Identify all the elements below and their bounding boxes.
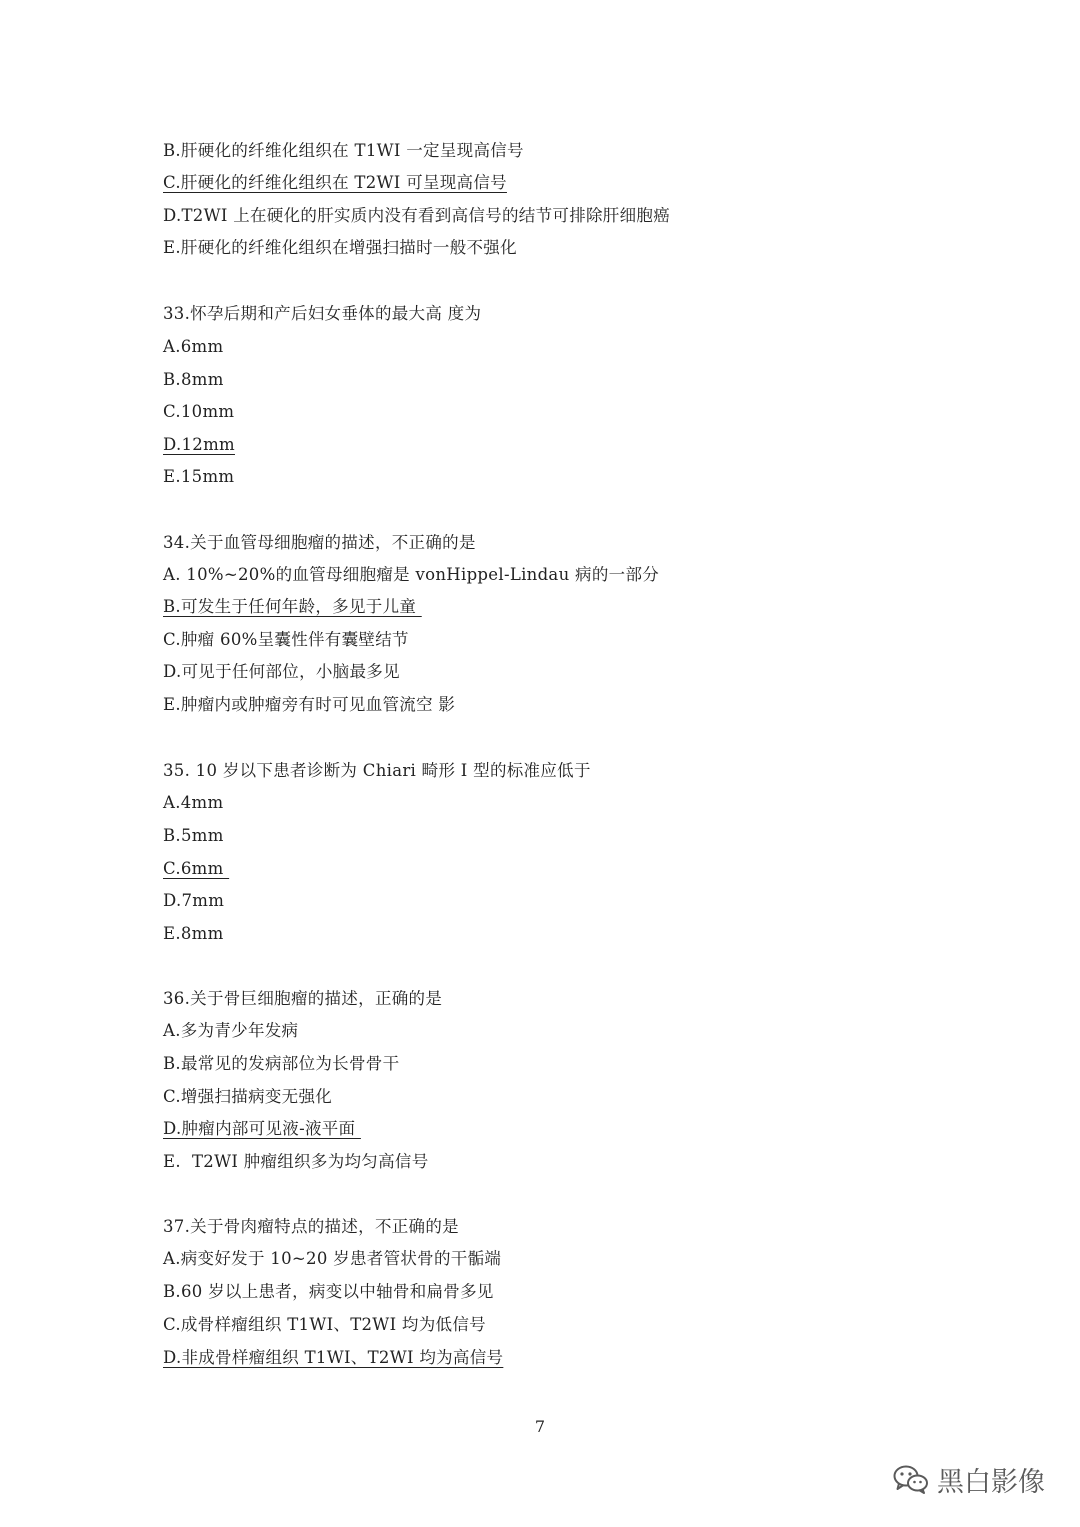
text-line: B.最常见的发病部位为长骨骨干 bbox=[163, 1054, 400, 1073]
text-line: D.可见于任何部位，小脑最多见 bbox=[163, 662, 400, 681]
text-line: E.15mm bbox=[163, 467, 235, 486]
text-line: C.肿瘤 60%呈囊性伴有囊壁结节 bbox=[163, 630, 409, 649]
text-line: D.T2WI 上在硬化的肝实质内没有看到高信号的结节可排除肝细胞癌 bbox=[163, 206, 671, 225]
text-line: C.10mm bbox=[163, 402, 235, 421]
text-line: B.8mm bbox=[163, 370, 224, 389]
text-line: 37.关于骨肉瘤特点的描述，不正确的是 bbox=[163, 1217, 459, 1236]
text-line: E.肝硬化的纤维化组织在增强扫描时一般不强化 bbox=[163, 238, 517, 257]
watermark-text: 黑白影像 bbox=[937, 1466, 1045, 1498]
text-line: A.多为青少年发病 bbox=[163, 1021, 299, 1040]
text-line: B.5mm bbox=[163, 826, 224, 845]
text-line: B.60 岁以上患者，病变以中轴骨和扁骨多见 bbox=[163, 1282, 494, 1301]
answer-line: D.非成骨样瘤组织 T1WI、T2WI 均为高信号 bbox=[163, 1348, 504, 1367]
answer-line: D.肿瘤内部可见液-液平面 bbox=[163, 1119, 361, 1138]
text-line: 35. 10 岁以下患者诊断为 Chiari 畸形 I 型的标准应低于 bbox=[163, 761, 591, 780]
text-line: A.6mm bbox=[163, 337, 224, 356]
text-line: C.增强扫描病变无强化 bbox=[163, 1087, 333, 1106]
watermark bbox=[893, 1459, 1045, 1499]
answer-line: C.肝硬化的纤维化组织在 T2WI 可呈现高信号 bbox=[163, 173, 507, 192]
page-number: 7 bbox=[534, 1417, 546, 1436]
text-line: C.成骨样瘤组织 T1WI、T2WI 均为低信号 bbox=[163, 1315, 486, 1334]
text-line: A.病变好发于 10~20 岁患者管状骨的干骺端 bbox=[163, 1249, 502, 1268]
text-line: E.8mm bbox=[163, 924, 224, 943]
answer-line: B.可发生于任何年龄，多见于儿童 bbox=[163, 597, 422, 616]
text-line: A. 10%~20%的血管母细胞瘤是 vonHippel-Lindau 病的一部分 bbox=[163, 565, 660, 584]
text-line: A.4mm bbox=[163, 793, 224, 812]
text-line: D.7mm bbox=[163, 891, 225, 910]
text-line: 36.关于骨巨细胞瘤的描述，正确的是 bbox=[163, 989, 443, 1008]
text-line: B.肝硬化的纤维化组织在 T1WI 一定呈现高信号 bbox=[163, 141, 524, 160]
text-line: E.肿瘤内或肿瘤旁有时可见血管流空 影 bbox=[163, 695, 456, 714]
answer-line: C.6mm bbox=[163, 859, 230, 878]
text-line: 33.怀孕后期和产后妇女垂体的最大高 度为 bbox=[163, 304, 482, 323]
text-line: 34.关于血管母细胞瘤的描述，不正确的是 bbox=[163, 533, 476, 552]
wechat-icon bbox=[893, 1464, 929, 1494]
text-line: E. T2WI 肿瘤组织多为均匀高信号 bbox=[163, 1152, 429, 1171]
answer-line: D.12mm bbox=[163, 435, 235, 454]
